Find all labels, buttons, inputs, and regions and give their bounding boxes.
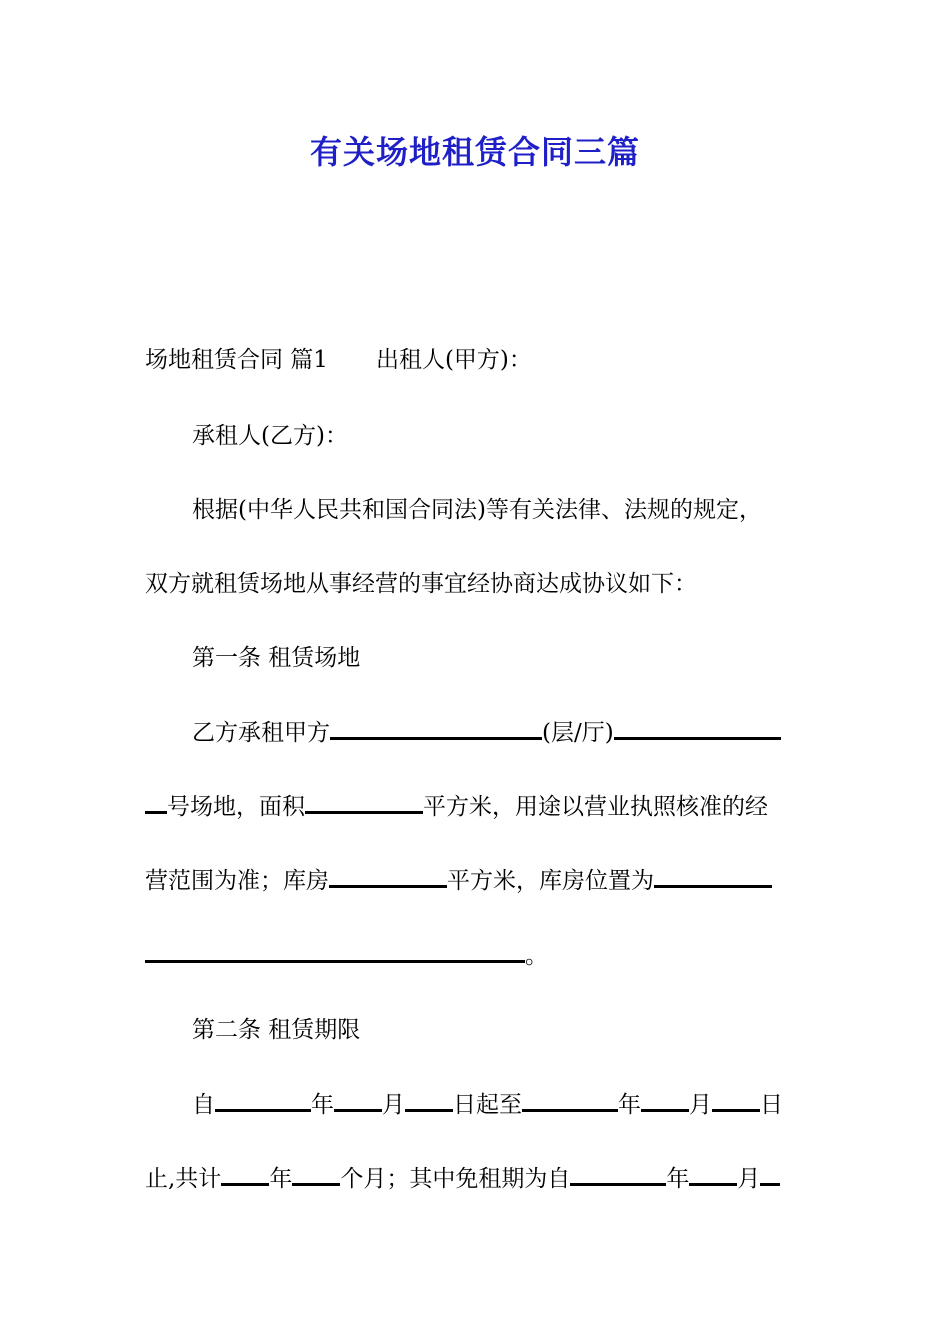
fill-blank bbox=[330, 719, 542, 740]
paragraph-line bbox=[145, 863, 805, 899]
article-title: 第二条 租赁期限 bbox=[192, 1017, 361, 1043]
article-heading bbox=[192, 640, 805, 676]
paragraph-line bbox=[145, 566, 805, 602]
paragraph-text: 自 bbox=[192, 1092, 215, 1118]
fill-blank bbox=[215, 1091, 311, 1112]
paragraph-line bbox=[192, 1087, 805, 1123]
paragraph-text: 营范围为准；库房 bbox=[145, 868, 329, 894]
fill-blank bbox=[145, 942, 525, 963]
paragraph-text: 止,共计 bbox=[145, 1166, 222, 1192]
paragraph-text: 年 bbox=[666, 1166, 690, 1192]
fill-blank bbox=[305, 793, 423, 814]
fill-blank bbox=[654, 867, 772, 888]
article-title: 第一条 租赁场地 bbox=[192, 645, 361, 671]
paragraph-text: 。 bbox=[525, 943, 548, 969]
paragraph-text: 月 bbox=[689, 1092, 712, 1118]
paragraph-text: 年 bbox=[618, 1092, 641, 1118]
paragraph-text: 号场地，面积 bbox=[167, 794, 305, 820]
paragraph-text: 乙方承租甲方 bbox=[192, 720, 330, 746]
paragraph-text: 根据(中华人民共和国合同法)等有关法律、法规的规定， bbox=[192, 497, 762, 523]
fill-blank bbox=[641, 1091, 689, 1112]
paragraph-line bbox=[192, 492, 805, 528]
fill-blank bbox=[405, 1091, 453, 1112]
paragraph-text: 年 bbox=[269, 1166, 293, 1192]
paragraph-text: 双方就租赁场地从事经营的事宜经协商达成协议如下： bbox=[145, 571, 697, 597]
fill-blank bbox=[221, 1165, 269, 1186]
paragraph-line bbox=[145, 938, 805, 974]
fill-blank bbox=[329, 867, 447, 888]
fill-blank bbox=[712, 1091, 760, 1112]
lessee-label: 承租人(乙方)： bbox=[192, 423, 348, 449]
fill-blank bbox=[522, 1091, 618, 1112]
fill-blank bbox=[689, 1165, 737, 1186]
paragraph-text: 月 bbox=[737, 1166, 761, 1192]
paragraph-text: 平方米，用途以营业执照核准的经 bbox=[423, 794, 768, 820]
paragraph-text: 日起至 bbox=[453, 1092, 522, 1118]
fill-blank bbox=[570, 1165, 666, 1186]
paragraph-text: 年 bbox=[311, 1092, 334, 1118]
paragraph-text: 个月；其中免租期为自 bbox=[340, 1166, 571, 1192]
fill-blank bbox=[292, 1165, 340, 1186]
paragraph-text: 平方米，库房位置为 bbox=[447, 868, 654, 894]
paragraph-line bbox=[192, 715, 805, 751]
fill-blank bbox=[334, 1091, 382, 1112]
lessor-label: 出租人(甲方)： bbox=[375, 347, 532, 373]
paragraph-text: (层/厅) bbox=[542, 720, 614, 746]
paragraph-text: 月 bbox=[382, 1092, 405, 1118]
fill-blank bbox=[760, 1165, 780, 1186]
document-title: 有关场地租赁合同三篇 bbox=[309, 133, 640, 171]
fill-blank bbox=[145, 793, 167, 814]
paragraph-line bbox=[145, 789, 805, 825]
paragraph-line bbox=[145, 1161, 805, 1197]
article-heading bbox=[192, 1012, 805, 1048]
lessee-line bbox=[192, 418, 805, 454]
contract-heading-line bbox=[145, 342, 805, 378]
contract-section-label: 场地租赁合同 篇1 bbox=[145, 347, 328, 373]
paragraph-text: 日 bbox=[760, 1092, 783, 1118]
fill-blank bbox=[614, 719, 781, 740]
